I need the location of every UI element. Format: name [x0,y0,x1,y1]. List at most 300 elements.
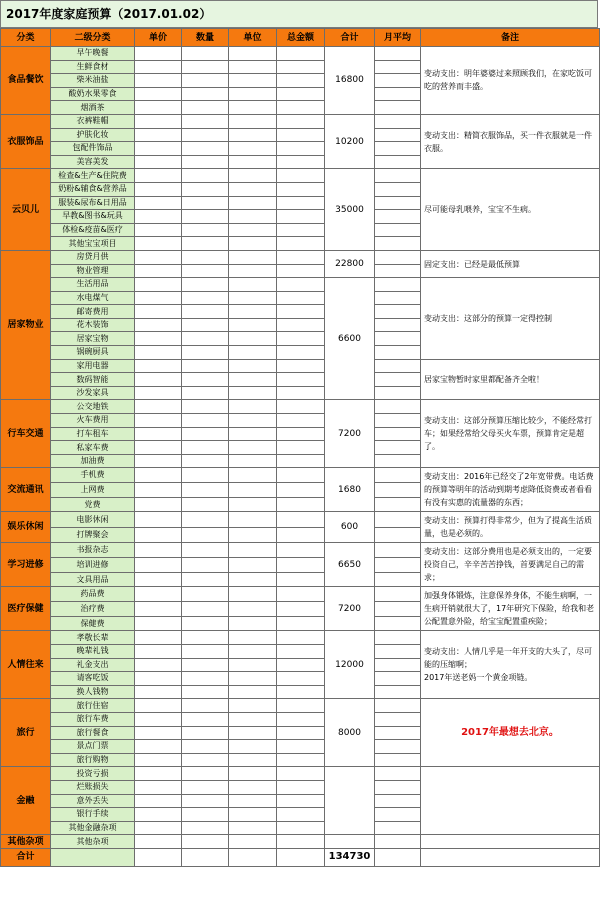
monthly-average-cell[interactable] [375,543,421,558]
empty-cell[interactable] [135,497,182,512]
empty-cell[interactable] [277,114,325,128]
empty-cell[interactable] [182,210,229,224]
monthly-average-cell[interactable] [375,182,421,196]
empty-cell[interactable] [277,74,325,88]
monthly-average-cell[interactable] [375,414,421,428]
empty-cell[interactable] [277,264,325,278]
empty-cell[interactable] [182,250,229,264]
empty-cell[interactable] [229,250,277,264]
empty-cell[interactable] [229,454,277,468]
empty-cell[interactable] [229,427,277,441]
note-cell: 变动支出：精简衣服饰品，买一件衣服就是一件衣服。 [421,114,600,168]
empty-cell[interactable] [277,780,325,794]
empty-cell[interactable] [277,373,325,387]
empty-cell[interactable] [229,527,277,543]
empty-cell[interactable] [277,527,325,543]
monthly-average-cell[interactable] [375,821,421,835]
empty-cell[interactable] [135,645,182,659]
empty-cell[interactable] [229,602,277,617]
empty-cell[interactable] [229,237,277,251]
empty-cell[interactable] [182,685,229,699]
subcategory-cell: 酸奶水果零食 [51,87,135,101]
empty-cell[interactable] [229,685,277,699]
empty-cell[interactable] [135,558,182,573]
empty-cell[interactable] [229,572,277,587]
empty-cell[interactable] [182,386,229,400]
empty-cell[interactable] [229,196,277,210]
empty-cell[interactable] [135,794,182,808]
empty-cell[interactable] [229,794,277,808]
empty-cell[interactable] [135,142,182,156]
empty-cell[interactable] [135,318,182,332]
empty-cell[interactable] [277,454,325,468]
monthly-average-cell[interactable] [375,169,421,183]
monthly-average-cell[interactable] [375,155,421,169]
empty-cell[interactable] [182,237,229,251]
empty-cell[interactable] [277,318,325,332]
empty-cell[interactable] [135,359,182,373]
empty-cell[interactable] [277,414,325,428]
empty-cell[interactable] [229,128,277,142]
empty-cell[interactable] [182,101,229,115]
empty-cell[interactable] [229,359,277,373]
empty-cell[interactable] [135,60,182,74]
empty-cell[interactable] [277,332,325,346]
monthly-average-cell[interactable] [375,558,421,573]
empty-cell[interactable] [229,726,277,740]
empty-cell[interactable] [229,305,277,319]
empty-cell[interactable] [182,512,229,528]
monthly-average-cell[interactable] [375,237,421,251]
empty-cell[interactable] [135,373,182,387]
empty-cell[interactable] [277,543,325,558]
monthly-average-cell[interactable] [375,672,421,686]
empty-cell[interactable] [229,386,277,400]
monthly-average-cell[interactable] [375,767,421,781]
empty-cell[interactable] [135,712,182,726]
monthly-average-cell[interactable] [375,454,421,468]
empty-cell[interactable] [182,278,229,292]
note-cell: 加强身体锻炼，注意保养身体，不能生病啊，一生病开销就很大了，17年研究下保险，给我和老公配置意外险，给宝宝配置重疾险； [421,587,600,631]
empty-cell[interactable] [277,672,325,686]
subcategory-cell: 加油费 [51,454,135,468]
monthly-average-cell[interactable] [375,587,421,602]
empty-cell[interactable] [182,658,229,672]
empty-cell[interactable] [182,572,229,587]
empty-cell[interactable] [229,278,277,292]
empty-cell[interactable] [277,346,325,360]
empty-cell[interactable] [229,414,277,428]
empty-cell[interactable] [182,712,229,726]
empty-cell[interactable] [229,699,277,713]
empty-cell[interactable] [135,182,182,196]
empty-cell[interactable] [277,223,325,237]
empty-cell[interactable] [135,512,182,528]
monthly-average-cell[interactable] [375,223,421,237]
empty-cell[interactable] [277,685,325,699]
empty-cell[interactable] [135,441,182,455]
empty-cell[interactable] [135,835,182,849]
empty-cell[interactable] [135,808,182,822]
empty-cell[interactable] [135,602,182,617]
empty-cell[interactable] [277,645,325,659]
empty-cell[interactable] [135,332,182,346]
monthly-average-cell[interactable] [375,631,421,645]
empty-cell[interactable] [182,305,229,319]
empty-cell[interactable] [229,114,277,128]
empty-cell[interactable] [229,291,277,305]
empty-cell[interactable] [182,223,229,237]
empty-cell[interactable] [277,558,325,573]
empty-cell[interactable] [135,427,182,441]
empty-cell[interactable] [135,386,182,400]
empty-cell[interactable] [135,454,182,468]
empty-cell [375,848,421,866]
monthly-average-cell[interactable] [375,305,421,319]
monthly-average-cell[interactable] [375,60,421,74]
empty-cell[interactable] [182,155,229,169]
empty-cell[interactable] [229,346,277,360]
monthly-average-cell[interactable] [375,346,421,360]
monthly-average-cell[interactable] [375,278,421,292]
empty-cell[interactable] [135,740,182,754]
empty-cell[interactable] [182,332,229,346]
header-cell: 数量 [182,29,229,47]
empty-cell[interactable] [277,359,325,373]
empty-cell[interactable] [277,128,325,142]
empty-cell[interactable] [135,346,182,360]
monthly-average-cell[interactable] [375,400,421,414]
empty-cell[interactable] [182,264,229,278]
empty-cell[interactable] [135,672,182,686]
empty-cell[interactable] [229,672,277,686]
empty-cell[interactable] [277,278,325,292]
monthly-average-cell[interactable] [375,572,421,587]
monthly-average-cell[interactable] [375,373,421,387]
empty-cell[interactable] [229,87,277,101]
empty-cell[interactable] [182,441,229,455]
empty-cell[interactable] [277,497,325,512]
monthly-average-cell[interactable] [375,101,421,115]
monthly-average-cell[interactable] [375,740,421,754]
empty-cell[interactable] [182,645,229,659]
empty-cell[interactable] [182,699,229,713]
monthly-average-cell[interactable] [375,794,421,808]
empty-cell[interactable] [277,835,325,849]
empty-cell[interactable] [229,740,277,754]
monthly-average-cell[interactable] [375,114,421,128]
empty-cell[interactable] [182,169,229,183]
empty-cell[interactable] [182,780,229,794]
empty-cell[interactable] [229,780,277,794]
empty-cell[interactable] [229,468,277,483]
monthly-average-cell[interactable] [375,318,421,332]
monthly-average-cell[interactable] [375,658,421,672]
empty-cell[interactable] [135,572,182,587]
empty-cell[interactable] [135,468,182,483]
empty-cell[interactable] [182,400,229,414]
empty-cell[interactable] [277,250,325,264]
monthly-average-cell[interactable] [375,512,421,528]
empty-cell[interactable] [277,60,325,74]
empty-cell[interactable] [277,740,325,754]
empty-cell[interactable] [182,587,229,602]
empty-cell[interactable] [277,210,325,224]
monthly-average-cell[interactable] [375,332,421,346]
empty-cell[interactable] [135,169,182,183]
empty-cell[interactable] [135,726,182,740]
empty-cell[interactable] [182,74,229,88]
monthly-average-cell[interactable] [375,780,421,794]
empty-cell[interactable] [277,87,325,101]
empty-cell[interactable] [229,767,277,781]
empty-cell[interactable] [277,587,325,602]
empty-cell[interactable] [277,305,325,319]
empty-cell[interactable] [135,87,182,101]
empty-cell[interactable] [277,616,325,631]
subcategory-cell: 其他宝宝项目 [51,237,135,251]
empty-cell[interactable] [229,753,277,767]
empty-cell[interactable] [277,821,325,835]
empty-cell[interactable] [229,658,277,672]
empty-cell[interactable] [182,87,229,101]
empty-cell[interactable] [182,346,229,360]
empty-cell[interactable] [135,658,182,672]
empty-cell[interactable] [229,712,277,726]
monthly-average-cell[interactable] [375,128,421,142]
empty-cell[interactable] [182,468,229,483]
empty-cell[interactable] [277,47,325,61]
empty-cell[interactable] [229,210,277,224]
empty-cell[interactable] [135,114,182,128]
empty-cell[interactable] [182,616,229,631]
empty-cell[interactable] [229,808,277,822]
monthly-average-cell[interactable] [375,74,421,88]
empty-cell[interactable] [277,468,325,483]
empty-cell[interactable] [182,414,229,428]
empty-cell[interactable] [135,278,182,292]
empty-cell[interactable] [229,543,277,558]
empty-cell[interactable] [277,712,325,726]
monthly-average-cell[interactable] [375,699,421,713]
empty-cell[interactable] [182,835,229,849]
empty-cell[interactable] [135,128,182,142]
monthly-average-cell[interactable] [375,441,421,455]
empty-cell[interactable] [182,359,229,373]
empty-cell[interactable] [229,483,277,498]
empty-cell[interactable] [182,794,229,808]
empty-cell[interactable] [135,223,182,237]
empty-cell[interactable] [277,182,325,196]
empty-cell[interactable] [135,196,182,210]
empty-cell[interactable] [135,527,182,543]
monthly-average-cell[interactable] [375,210,421,224]
empty-cell[interactable] [229,373,277,387]
empty-cell[interactable] [182,767,229,781]
empty-cell[interactable] [135,685,182,699]
empty-cell[interactable] [135,543,182,558]
empty-cell[interactable] [277,572,325,587]
empty-cell[interactable] [229,512,277,528]
monthly-average-cell[interactable] [375,753,421,767]
empty-cell[interactable] [277,291,325,305]
empty-cell[interactable] [277,767,325,781]
empty-cell[interactable] [135,483,182,498]
empty-cell[interactable] [277,699,325,713]
empty-cell[interactable] [277,753,325,767]
empty-cell[interactable] [135,291,182,305]
empty-cell[interactable] [135,101,182,115]
monthly-average-cell[interactable] [375,359,421,373]
empty-cell[interactable] [277,386,325,400]
empty-cell[interactable] [182,543,229,558]
empty-cell[interactable] [135,821,182,835]
empty-cell[interactable] [229,835,277,849]
empty-cell[interactable] [229,182,277,196]
empty-cell[interactable] [182,114,229,128]
empty-cell[interactable] [277,631,325,645]
empty-cell[interactable] [182,454,229,468]
empty-cell[interactable] [182,47,229,61]
monthly-average-cell[interactable] [375,142,421,156]
empty-cell[interactable] [135,753,182,767]
empty-cell[interactable] [182,497,229,512]
monthly-average-cell[interactable] [375,483,421,498]
monthly-average-cell[interactable] [375,250,421,264]
empty-cell[interactable] [135,587,182,602]
monthly-average-cell[interactable] [375,726,421,740]
empty-cell[interactable] [277,101,325,115]
empty-cell[interactable] [182,318,229,332]
empty-cell[interactable] [229,441,277,455]
empty-cell[interactable] [277,237,325,251]
empty-cell[interactable] [229,101,277,115]
empty-cell[interactable] [135,47,182,61]
empty-cell[interactable] [182,196,229,210]
monthly-average-cell[interactable] [375,645,421,659]
empty-cell[interactable] [229,47,277,61]
empty-cell[interactable] [135,414,182,428]
empty-cell[interactable] [229,332,277,346]
empty-cell[interactable] [229,497,277,512]
empty-cell[interactable] [182,128,229,142]
monthly-average-cell[interactable] [375,835,421,849]
empty-cell[interactable] [229,631,277,645]
empty-cell[interactable] [135,155,182,169]
empty-cell[interactable] [229,645,277,659]
empty-cell[interactable] [229,558,277,573]
monthly-average-cell[interactable] [375,497,421,512]
empty-cell[interactable] [277,400,325,414]
empty-cell[interactable] [182,373,229,387]
monthly-average-cell[interactable] [375,602,421,617]
empty-cell[interactable] [229,169,277,183]
empty-cell[interactable] [135,631,182,645]
empty-cell[interactable] [182,672,229,686]
empty-cell[interactable] [277,483,325,498]
empty-cell[interactable] [182,631,229,645]
category-cell: 居家物业 [1,250,51,400]
monthly-average-cell[interactable] [375,196,421,210]
empty-cell[interactable] [135,699,182,713]
empty-cell[interactable] [182,821,229,835]
empty-cell[interactable] [135,305,182,319]
monthly-average-cell[interactable] [375,47,421,61]
empty-cell[interactable] [229,821,277,835]
monthly-average-cell[interactable] [375,527,421,543]
empty-cell[interactable] [182,558,229,573]
monthly-average-cell[interactable] [375,386,421,400]
empty-cell[interactable] [277,658,325,672]
empty-cell[interactable] [182,726,229,740]
empty-cell[interactable] [277,169,325,183]
empty-cell[interactable] [182,808,229,822]
subcategory-cell: 意外丢失 [51,794,135,808]
monthly-average-cell[interactable] [375,264,421,278]
empty-cell[interactable] [182,291,229,305]
empty-cell[interactable] [229,60,277,74]
monthly-average-cell[interactable] [375,87,421,101]
empty-cell[interactable] [277,155,325,169]
empty-cell[interactable] [277,142,325,156]
empty-cell[interactable] [277,196,325,210]
monthly-average-cell[interactable] [375,427,421,441]
empty-cell[interactable] [182,182,229,196]
empty-cell[interactable] [182,483,229,498]
empty-cell[interactable] [277,512,325,528]
monthly-average-cell[interactable] [375,712,421,726]
empty-cell[interactable] [229,223,277,237]
empty-cell[interactable] [182,427,229,441]
empty-cell[interactable] [229,74,277,88]
empty-cell[interactable] [135,780,182,794]
empty-cell[interactable] [277,441,325,455]
empty-cell[interactable] [182,60,229,74]
empty-cell[interactable] [182,740,229,754]
empty-cell[interactable] [277,602,325,617]
empty-cell[interactable] [229,155,277,169]
empty-cell[interactable] [182,753,229,767]
monthly-average-cell[interactable] [375,291,421,305]
empty-cell[interactable] [277,726,325,740]
monthly-average-cell[interactable] [375,616,421,631]
monthly-average-cell[interactable] [375,808,421,822]
subcategory-cell: 景点门票 [51,740,135,754]
empty-cell[interactable] [277,427,325,441]
empty-cell[interactable] [135,250,182,264]
empty-cell[interactable] [135,616,182,631]
empty-cell[interactable] [135,74,182,88]
monthly-average-cell[interactable] [375,685,421,699]
empty-cell[interactable] [229,587,277,602]
monthly-average-cell[interactable] [375,468,421,483]
empty-cell[interactable] [135,237,182,251]
empty-cell[interactable] [182,527,229,543]
empty-cell[interactable] [135,264,182,278]
empty-cell[interactable] [135,400,182,414]
empty-cell[interactable] [229,616,277,631]
empty-cell[interactable] [229,264,277,278]
empty-cell[interactable] [277,808,325,822]
empty-cell[interactable] [229,142,277,156]
empty-cell[interactable] [229,400,277,414]
empty-cell[interactable] [135,210,182,224]
empty-cell[interactable] [182,602,229,617]
empty-cell[interactable] [229,318,277,332]
empty-cell[interactable] [277,794,325,808]
empty-cell[interactable] [135,767,182,781]
empty-cell[interactable] [182,142,229,156]
